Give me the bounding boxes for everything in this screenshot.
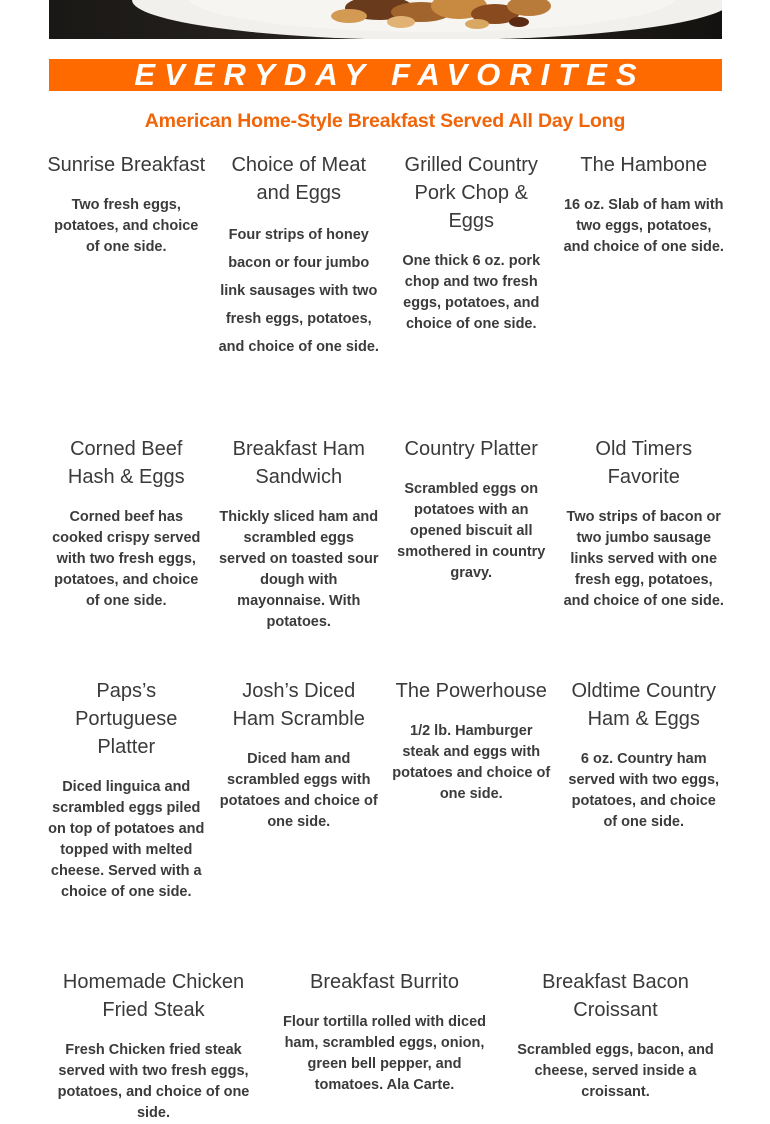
menu-item-description: One thick 6 oz. pork chop and two fresh eggs, potatoes, and choice of one side. [402,253,541,332]
menu-item-title: Sunrise Breakfast [47,154,206,176]
menu-item-description: Diced ham and scrambled eggs with potatoes and choice of one side. [219,751,378,830]
menu-item-description: 16 oz. Slab of ham with two eggs, potatoes, and choice of one side. [563,197,724,255]
menu-item-description: Two fresh eggs, potatoes, and choice of one side. [54,197,199,255]
menu-item [213,677,386,903]
menu-item-title: Country Platter [404,438,538,460]
menu-item [558,677,731,903]
menu-item [558,151,731,361]
menu-row-3 [40,677,730,903]
menu-item-description: Corned beef has cooked crispy served with two fresh eggs, potatoes, and choice of one side. [52,509,201,609]
menu-item [40,151,213,361]
menu-item-description: Scrambled eggs on potatoes with an opened biscuit all smothered in country gravy. [397,481,546,581]
menu-item-title: Breakfast Bacon Croissant [542,971,689,1021]
menu-item-title: Breakfast Ham Sandwich [232,438,365,488]
menu-item-title: Josh’s Diced Ham Scramble [232,680,365,730]
menu-item [40,677,213,903]
menu-item [385,677,558,903]
section-banner [49,59,722,91]
menu-item-title: Grilled Country Pork Chop & Eggs [404,154,538,232]
menu-item-description: Two strips of bacon or two jumbo sausage links served with one fresh egg, potatoes, and choice of one side. [563,509,724,609]
menu-item-title: Breakfast Burrito [310,971,459,993]
menu-item-description: Flour tortilla rolled with diced ham, scrambled eggs, onion, green bell pepper, and tomatoes. Ala Carte. [282,1014,486,1093]
hero-image [49,0,722,39]
menu-row-2 [40,435,730,633]
menu-item-title: Corned Beef Hash & Eggs [67,438,185,488]
menu-item-description: Fresh Chicken fried steak served with two fresh eggs, potatoes, and choice of one side. [57,1042,250,1121]
menu-item [385,435,558,633]
menu-item-title: Homemade Chicken Fried Steak [62,971,245,1021]
menu-item [213,151,386,361]
section-title: EVERYDAY FAVORITES [134,57,646,92]
menu-row-4 [38,968,731,1124]
menu-item-description: Thickly sliced ham and scrambled eggs served on toasted sour dough with mayonnaise. With potatoes. [218,509,379,630]
menu-item [38,968,269,1124]
menu-item [385,151,558,361]
menu-item [558,435,731,633]
section-subtitle: American Home-Style Breakfast Served All Day Long [144,110,626,132]
menu-item [269,968,500,1124]
breakfast-plate-photo [49,0,722,39]
menu-item-description: Scrambled eggs, bacon, and cheese, served inside a croissant. [517,1042,714,1100]
menu-item-description: Four strips of honey bacon or four jumbo link sausages with two fresh eggs, potatoes, and choice of one side. [218,227,379,355]
menu-row-1 [40,151,730,361]
menu-item-title: The Hambone [580,154,708,176]
menu-item-title: Choice of Meat and Eggs [231,154,366,204]
menu-item [213,435,386,633]
menu-item-title: Old Timers Favorite [595,438,693,488]
menu-item-description: 1/2 lb. Hamburger steak and eggs with potatoes and choice of one side. [392,723,551,802]
menu-item-title: The Powerhouse [395,680,547,702]
menu-item [500,968,731,1124]
menu-item-description: 6 oz. Country ham served with two eggs, potatoes, and choice of one side. [568,751,720,830]
menu-item-title: Oldtime Country Ham & Eggs [571,680,716,730]
menu-item-title: Paps’s Portuguese Platter [75,680,178,758]
menu-item [40,435,213,633]
menu-item-description: Diced linguica and scrambled eggs piled on top of potatoes and topped with melted cheese. Served with a choice of one side. [48,779,205,900]
